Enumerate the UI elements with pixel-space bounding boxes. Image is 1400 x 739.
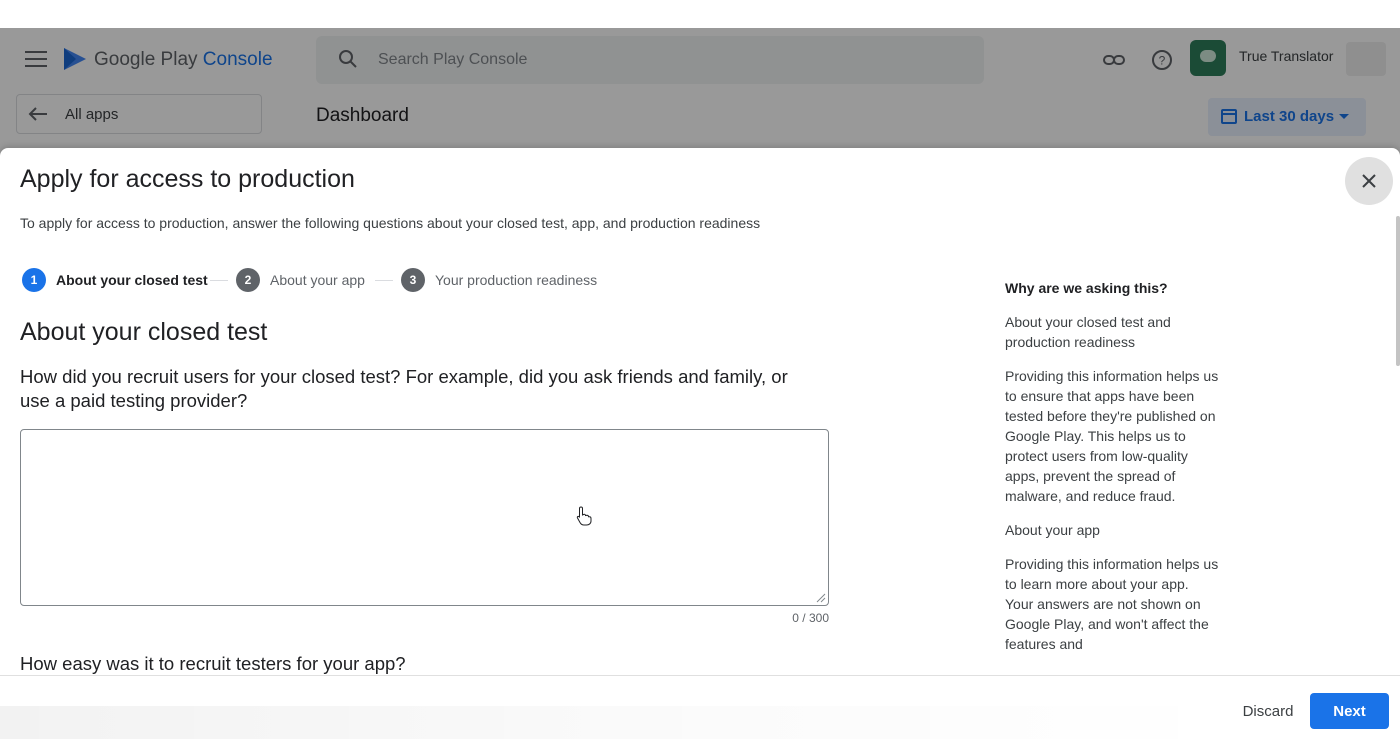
step-connector (210, 280, 228, 281)
side-panel-why (1005, 278, 1220, 668)
section-title: About your closed test (20, 318, 268, 346)
side-panel-paragraph: About your app (1005, 522, 1100, 538)
step-connector (375, 280, 393, 281)
page-title: Dashboard (316, 105, 409, 126)
step-2-label: About your app (270, 272, 365, 288)
side-panel-heading: Why are we asking this? (1005, 280, 1168, 296)
next-button[interactable]: Next (1310, 693, 1389, 729)
brand-prefix: Google Play (94, 49, 198, 70)
dialog-scrollbar[interactable] (1396, 216, 1400, 366)
question-recruit-ease: How easy was it to recruit testers for your app? (20, 653, 406, 674)
step-1-label: About your closed test (56, 272, 208, 288)
step-3-number: 3 (401, 268, 425, 292)
footer-shadow (0, 706, 1240, 739)
dialog-subtitle: To apply for access to production, answer the following questions about your closed test, app, and production readiness (20, 215, 761, 231)
side-panel-paragraph: Providing this information helps us to learn more about your app. Your answers are not shown on Google Play, and won't affect the features and (1005, 556, 1219, 652)
dialog-footer (0, 675, 1400, 739)
side-panel-paragraph: About your closed test and production readiness (1005, 314, 1171, 350)
step-2-number: 2 (236, 268, 260, 292)
recruit-users-answer-field[interactable] (20, 429, 829, 606)
character-counter: 0 / 300 (792, 611, 829, 625)
all-apps-label: All apps (65, 106, 119, 123)
search-placeholder: Search Play Console (378, 51, 528, 68)
step-1-number: 1 (22, 268, 46, 292)
top-strip (0, 0, 1400, 28)
apply-production-dialog (0, 148, 1400, 739)
side-panel-paragraph: Providing this information helps us to ensure that apps have been tested before they're published on Google Play. This helps us to protect users from low-quality apps, prevent the spread of malware, and reduce fraud. (1005, 368, 1219, 504)
hand-cursor-icon (576, 506, 592, 526)
step-3-label: Your production readiness (435, 272, 598, 288)
close-button[interactable] (1345, 157, 1393, 205)
question-recruit-users: How did you recruit users for your closed test? For example, did you ask friends and family, or use a paid testing provider? (20, 366, 788, 411)
resize-handle-icon[interactable] (815, 592, 826, 603)
close-icon (1359, 171, 1379, 191)
account-name[interactable]: True Translator (1239, 48, 1334, 64)
discard-button[interactable]: Discard (1230, 693, 1306, 729)
date-range-label: Last 30 days (1244, 108, 1335, 125)
dialog-title: Apply for access to production (20, 165, 355, 193)
brand-suffix: Console (202, 49, 273, 70)
svg-text:?: ? (1158, 53, 1166, 68)
